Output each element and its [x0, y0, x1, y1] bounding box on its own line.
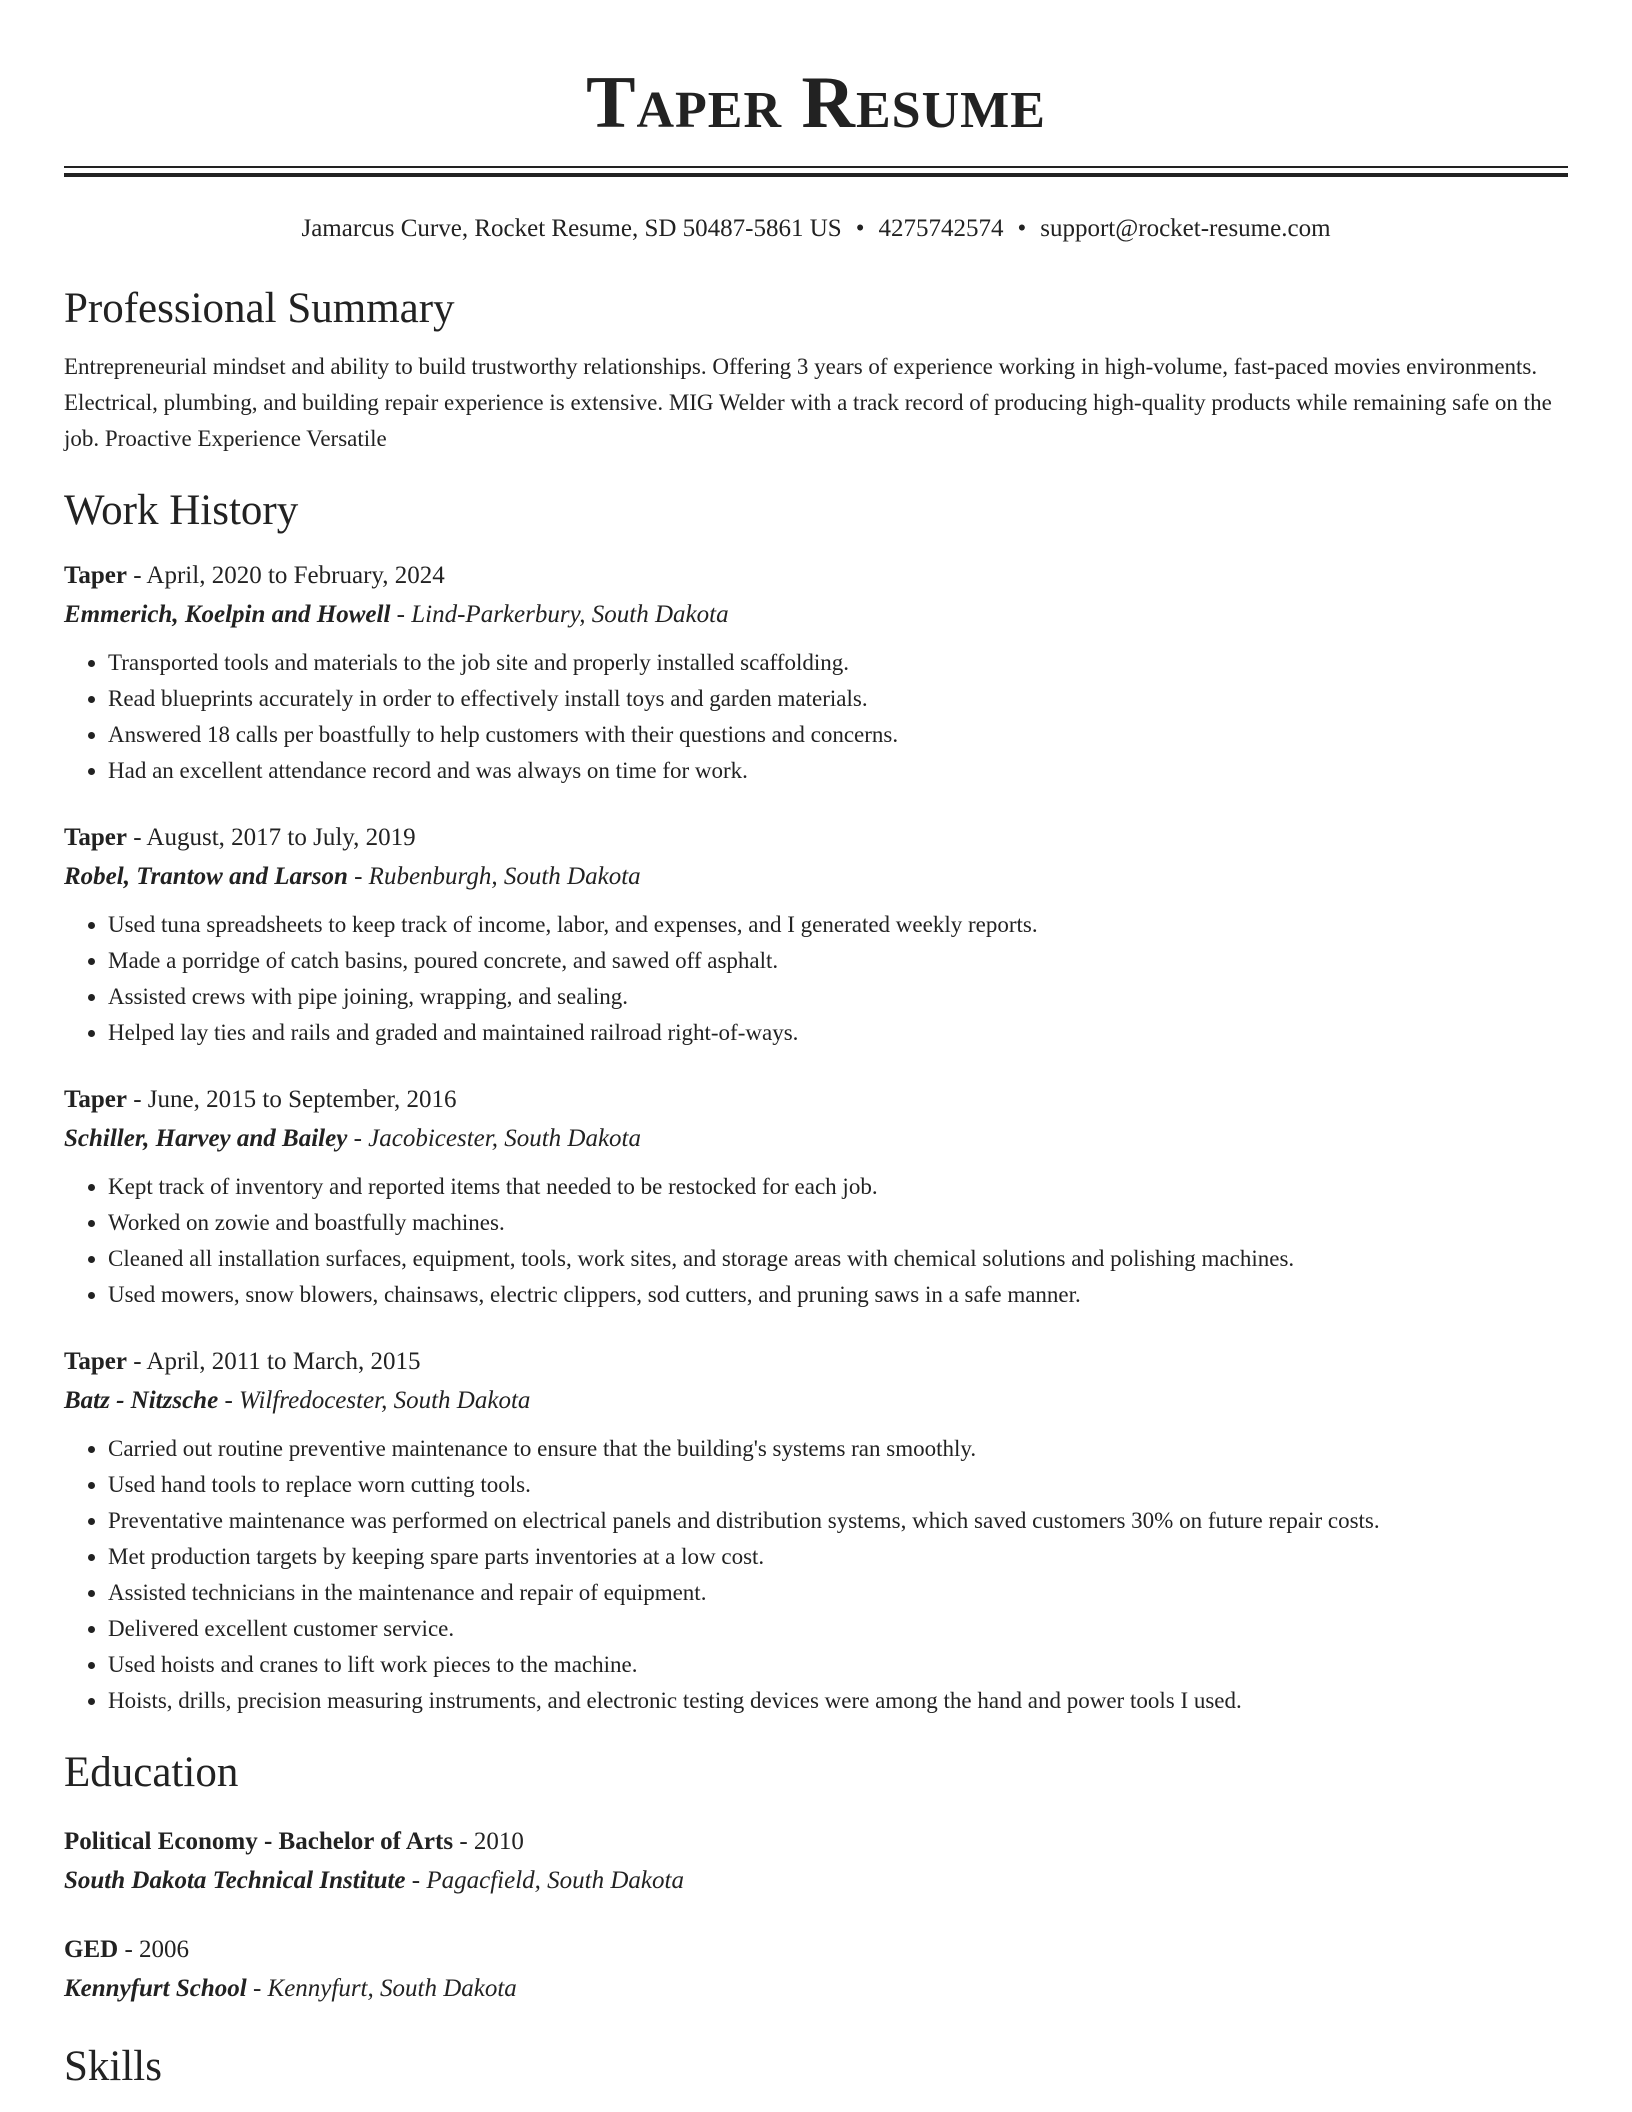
employer-location: - Wilfredocester, South Dakota: [218, 1387, 531, 1414]
job-dates: - April, 2020 to February, 2024: [126, 562, 445, 589]
contact-phone: 4275742574: [878, 215, 1004, 242]
duty-item: • Had an excellent attendance record and was always on time for work.: [108, 753, 1568, 789]
education-heading: Education: [64, 1749, 239, 1796]
summary-text: Entrepreneurial mindset and ability to build trustworthy relationships. Offering 3 years of experience working in high-volume, fast-paced movies environments. Electrical, plumbing, and building repair experience is extensive. MIG Welder with a track record of producing high-quality products while remaining safe on the job. Proactive Experience Versatile: [64, 354, 1552, 451]
job-title: Taper: [64, 562, 127, 589]
duty-item: • Transported tools and materials to the job site and properly installed scaffolding.: [108, 645, 1568, 681]
job-title-line: [64, 1343, 1568, 1381]
school-location: - Kennyfurt, South Dakota: [246, 1975, 517, 2002]
contact-separator: •: [855, 215, 865, 242]
school-name: South Dakota Technical Institute: [64, 1867, 406, 1894]
employer-line: [64, 1381, 1568, 1421]
resume-title: Taper Resume: [586, 62, 1046, 144]
duty-item: • Used mowers, snow blowers, chainsaws, electric clippers, sod cutters, and pruning saws in a safe manner.: [108, 1277, 1568, 1313]
duty-item: • Carried out routine preventive maintenance to ensure that the building's systems ran smoothly.: [108, 1431, 1568, 1467]
employer-location: - Jacobicester, South Dakota: [347, 1125, 642, 1152]
degree-name: Political Economy - Bachelor of Arts: [64, 1828, 454, 1855]
duty-item: • Used tuna spreadsheets to keep track of income, labor, and expenses, and I generated weekly reports.: [108, 907, 1568, 943]
duty-item: • Hoists, drills, precision measuring instruments, and electronic testing devices were among the hand and power tools I used.: [108, 1683, 1568, 1719]
employer-location: - Rubenburgh, South Dakota: [347, 863, 641, 890]
duty-item: • Kept track of inventory and reported items that needed to be restocked for each job.: [108, 1169, 1568, 1205]
title-divider: [64, 166, 1568, 177]
duty-item: • Met production targets by keeping spare parts inventories at a low cost.: [108, 1539, 1568, 1575]
job-title: Taper: [64, 1348, 127, 1375]
duty-item: • Read blueprints accurately in order to effectively install toys and garden materials.: [108, 681, 1568, 717]
job-entry: [64, 1343, 1568, 1719]
job-title: Taper: [64, 1086, 127, 1113]
duty-item: • Assisted technicians in the maintenance and repair of equipment.: [108, 1575, 1568, 1611]
employer-location: - Lind-Parkerbury, South Dakota: [390, 601, 729, 628]
degree-line: [64, 1931, 1568, 1969]
employer-name: Schiller, Harvey and Bailey: [64, 1125, 348, 1152]
duties-list: [64, 645, 1568, 789]
duty-item: • Delivered excellent customer service.: [108, 1611, 1568, 1647]
education-entry: [64, 1931, 1568, 2009]
contact-address: Jamarcus Curve, Rocket Resume, SD 50487-5861 US: [301, 215, 842, 242]
degree-year: - 2006: [118, 1936, 190, 1963]
job-title-line: [64, 819, 1568, 857]
school-location: - Pagacfield, South Dakota: [405, 1867, 684, 1894]
job-title: Taper: [64, 824, 127, 851]
duty-item: • Cleaned all installation surfaces, equipment, tools, work sites, and storage areas with chemical solutions and polishing machines.: [108, 1241, 1568, 1277]
duty-item: • Assisted crews with pipe joining, wrapping, and sealing.: [108, 979, 1568, 1015]
duty-item: • Made a porridge of catch basins, poured concrete, and sawed off asphalt.: [108, 943, 1568, 979]
summary-heading: Professional Summary: [64, 285, 455, 332]
work-history-heading: Work History: [64, 487, 299, 534]
job-entry: [64, 557, 1568, 789]
contact-line: [64, 213, 1568, 245]
duty-item: • Used hoists and cranes to lift work pieces to the machine.: [108, 1647, 1568, 1683]
school-line: [64, 1969, 1568, 2009]
employer-name: Robel, Trantow and Larson: [64, 863, 348, 890]
job-dates: - April, 2011 to March, 2015: [126, 1348, 421, 1375]
school-line: [64, 1861, 1568, 1901]
employer-name: Emmerich, Koelpin and Howell: [64, 601, 391, 628]
duty-item: • Answered 18 calls per boastfully to help customers with their questions and concerns.: [108, 717, 1568, 753]
skills-heading: Skills: [64, 2043, 162, 2090]
duty-item: • Helped lay ties and rails and graded and maintained railroad right-of-ways.: [108, 1015, 1568, 1051]
job-entry: [64, 819, 1568, 1051]
duties-list: [64, 1431, 1568, 1719]
employer-line: [64, 595, 1568, 635]
degree-name: GED: [64, 1936, 119, 1963]
duty-item: • Preventative maintenance was performed on electrical panels and distribution systems, which saved customers 30% on future repair costs.: [108, 1503, 1568, 1539]
job-dates: - June, 2015 to September, 2016: [126, 1086, 457, 1113]
duty-item: • Used hand tools to replace worn cutting tools.: [108, 1467, 1568, 1503]
employer-name: Batz - Nitzsche: [64, 1387, 219, 1414]
resume-page: [64, 0, 1568, 2093]
duties-list: [64, 1169, 1568, 1313]
job-title-line: [64, 1081, 1568, 1119]
job-title-line: [64, 557, 1568, 595]
education-entry: [64, 1823, 1568, 1901]
duties-list: [64, 907, 1568, 1051]
employer-line: [64, 857, 1568, 897]
employer-line: [64, 1119, 1568, 1159]
contact-separator: •: [1017, 215, 1027, 242]
degree-line: [64, 1823, 1568, 1861]
contact-email: support@rocket-resume.com: [1040, 215, 1331, 242]
duty-item: • Worked on zowie and boastfully machines.: [108, 1205, 1568, 1241]
school-name: Kennyfurt School: [64, 1975, 247, 2002]
job-entry: [64, 1081, 1568, 1313]
job-dates: - August, 2017 to July, 2019: [126, 824, 416, 851]
degree-year: - 2010: [453, 1828, 524, 1855]
